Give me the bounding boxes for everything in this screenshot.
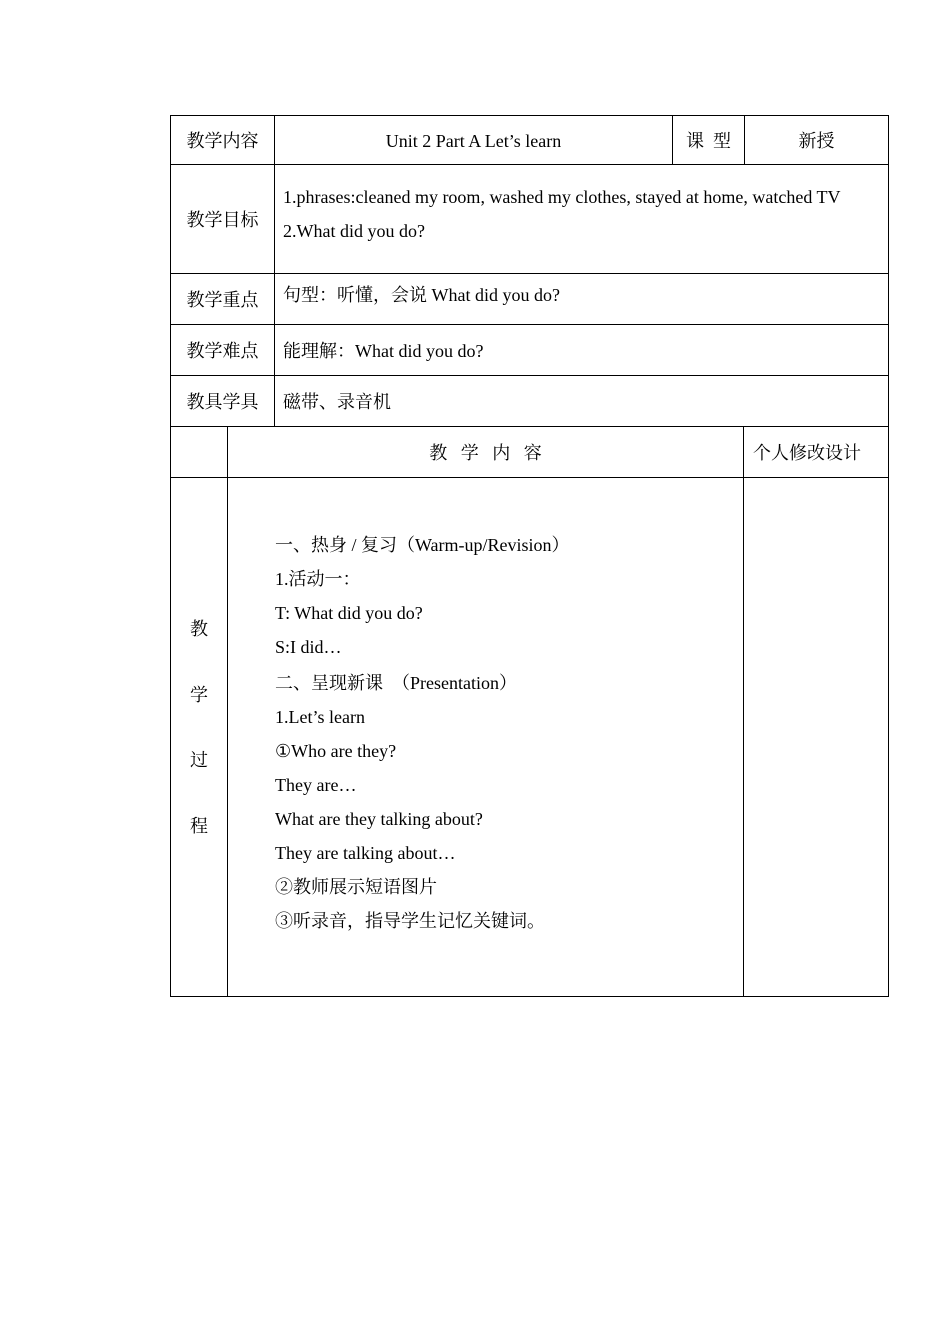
- content-value: Unit 2 Part A Let’s learn: [385, 131, 562, 151]
- process-line: ③听录音，指导学生记忆关键词。: [275, 911, 545, 931]
- table-border: [888, 115, 889, 997]
- process-line: They are…: [275, 775, 357, 795]
- table-border: [170, 426, 889, 427]
- table-border: [227, 426, 228, 997]
- process-line: 1.Let’s learn: [275, 707, 365, 727]
- personal-design-header: 个人修改设计: [753, 443, 861, 463]
- process-line: S:I did…: [275, 637, 342, 657]
- type-label: 课 型: [686, 131, 731, 151]
- process-line: They are talking about…: [275, 843, 456, 863]
- process-line: What are they talking about?: [275, 809, 483, 829]
- content-label: 教学内容: [186, 131, 259, 151]
- key-points-label: 教学重点: [186, 290, 259, 310]
- type-value: 新授: [798, 131, 835, 151]
- objectives-label: 教学目标: [186, 210, 259, 230]
- aids-label: 教具学具: [186, 392, 259, 412]
- process-line: 二、呈现新课 （Presentation）: [275, 673, 517, 693]
- objectives-line-2: 2.What did you do?: [283, 221, 425, 241]
- objectives-line-1: 1.phrases:cleaned my room, washed my clothes, stayed at home, watched TV: [283, 187, 841, 207]
- process-side-char: 过: [190, 750, 208, 770]
- key-points-value: 句型：听懂，会说 What did you do?: [283, 285, 560, 305]
- aids-value: 磁带、录音机: [283, 392, 391, 412]
- process-line: ①Who are they?: [275, 741, 397, 761]
- process-content-header: 教 学 内 容: [429, 443, 542, 463]
- table-border: [170, 375, 889, 376]
- process-side-char: 程: [190, 816, 208, 836]
- difficulties-label: 教学难点: [186, 341, 259, 361]
- process-line: ②教师展示短语图片: [275, 877, 437, 897]
- table-border: [274, 115, 275, 427]
- table-border: [170, 164, 889, 165]
- process-line: T: What did you do?: [275, 603, 423, 623]
- process-side-char: 教: [190, 619, 208, 639]
- table-border: [170, 477, 889, 478]
- process-line: 1.活动一：: [275, 569, 361, 589]
- table-border: [170, 324, 889, 325]
- table-border: [743, 426, 744, 997]
- difficulties-value: 能理解：What did you do?: [283, 341, 484, 361]
- process-line: 一、热身 / 复习（Warm-up/Revision）: [275, 535, 570, 555]
- process-side-char: 学: [190, 685, 208, 705]
- table-border: [170, 996, 889, 997]
- table-border: [170, 273, 889, 274]
- table-border: [170, 115, 889, 116]
- table-border: [170, 115, 171, 997]
